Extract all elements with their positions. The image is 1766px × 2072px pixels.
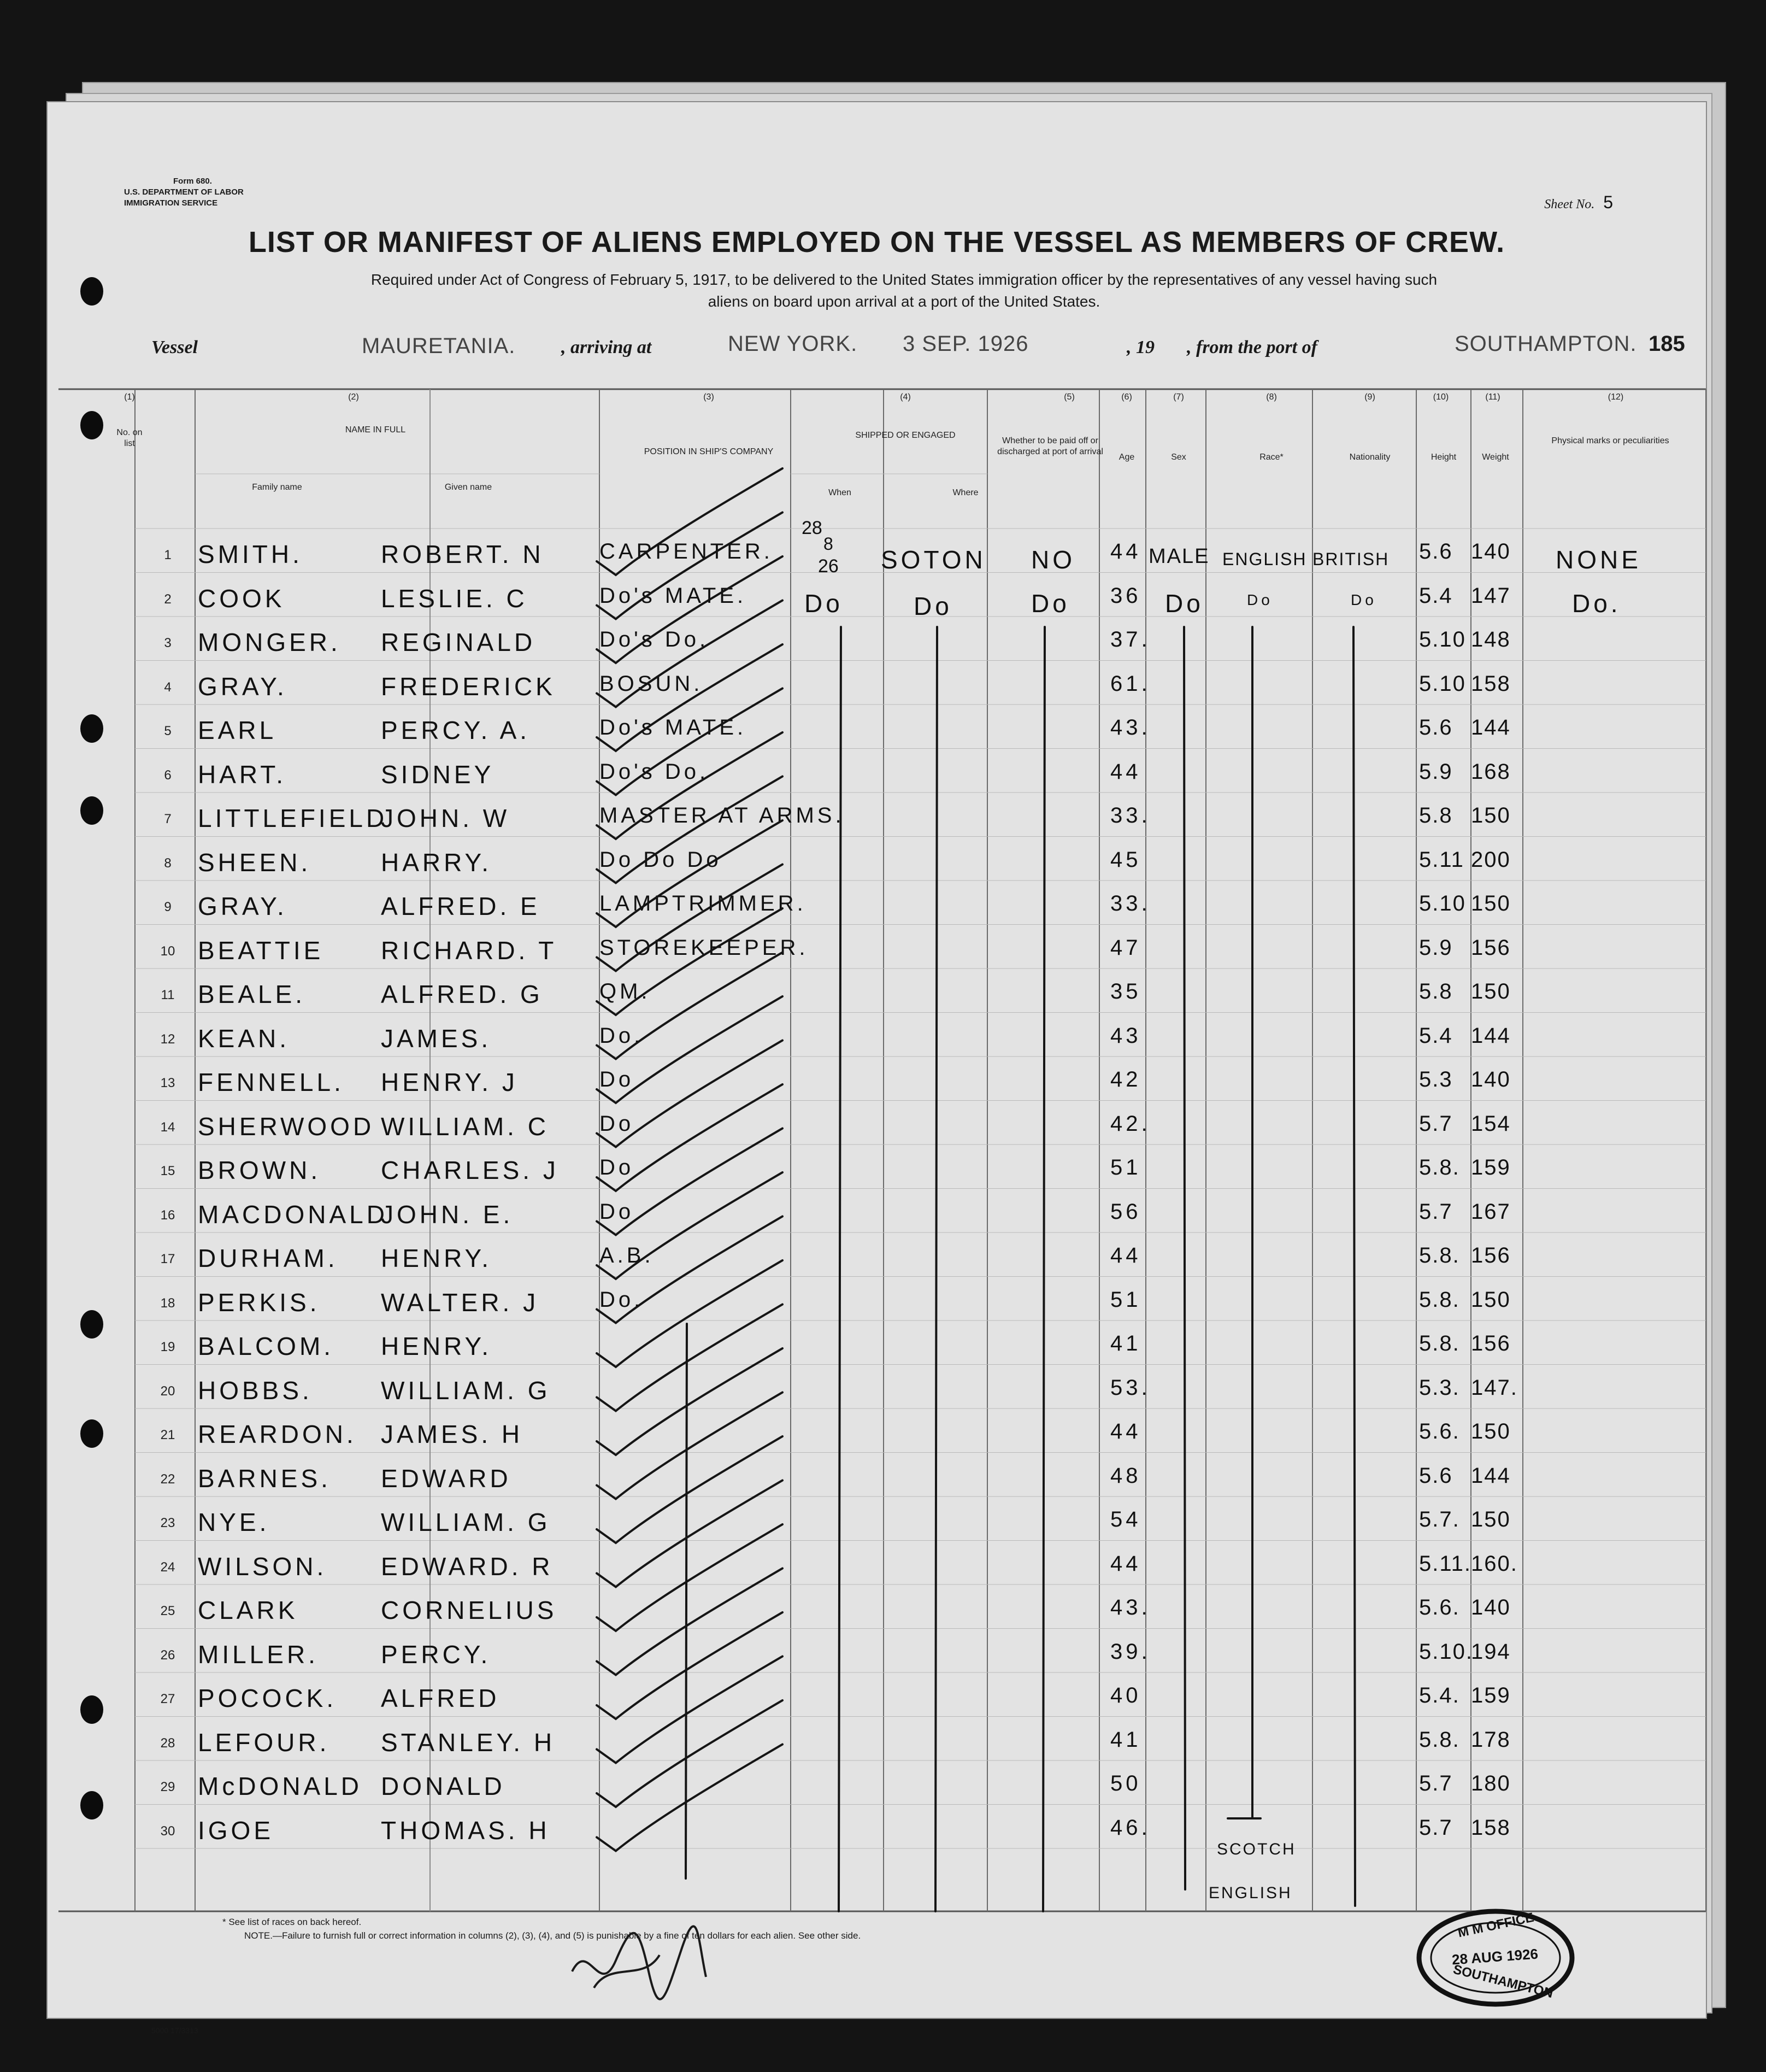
col-header-family: Family name (252, 483, 302, 492)
height: 5.4 (1419, 1023, 1453, 1048)
given-name: RICHARD. T (381, 936, 557, 965)
weight: 144 (1471, 1023, 1511, 1048)
position: Do's Do. (599, 759, 709, 784)
family-name: WILSON. (198, 1552, 327, 1581)
vessel-label: Vessel (151, 337, 198, 357)
family-name: LEFOUR. (198, 1728, 330, 1757)
form-number: Form 680. (173, 177, 212, 186)
weight: 167 (1471, 1199, 1511, 1224)
position: Do Do Do (599, 847, 722, 872)
height: 5.7 (1419, 1111, 1453, 1136)
height: 5.3. (1419, 1375, 1460, 1400)
row-number: 8 (164, 855, 172, 871)
stamp-date: 28 AUG 1926 (1451, 1945, 1539, 1968)
col-num: (10) (1433, 392, 1449, 402)
family-name: McDONALD (198, 1772, 363, 1800)
office-stamp (1414, 1906, 1577, 2012)
given-name: JOHN. W (381, 804, 510, 832)
weight: 180 (1471, 1771, 1511, 1795)
given-name: EDWARD. R (381, 1552, 554, 1581)
row-number: 22 (160, 1471, 175, 1487)
family-name: GRAY. (198, 892, 287, 920)
row-number: 6 (164, 767, 172, 783)
weight: 140 (1471, 1067, 1511, 1091)
weight: 147. (1471, 1375, 1518, 1400)
family-name: NYE. (198, 1508, 270, 1536)
age: 37. (1110, 627, 1151, 651)
position: Do's MATE. (599, 715, 747, 739)
row-number: 3 (164, 636, 172, 650)
position: Do's MATE. (599, 583, 747, 608)
paid-off-value: NO (1031, 545, 1075, 574)
col-num: (12) (1608, 392, 1624, 402)
given-name: HARRY. (381, 848, 492, 877)
row-number: 5 (164, 724, 172, 738)
weight: 144 (1471, 715, 1511, 739)
family-name: SHEEN. (198, 848, 311, 877)
departure-port: SOUTHAMPTON. (1455, 332, 1637, 356)
height: 5.6 (1419, 1463, 1453, 1488)
given-name: REGINALD (381, 628, 536, 656)
weight: 154 (1471, 1111, 1511, 1136)
weight: 178 (1471, 1727, 1511, 1752)
position: Do (599, 1067, 634, 1091)
weight: 150 (1471, 803, 1511, 827)
age: 42 (1110, 1067, 1141, 1091)
family-name: PERKIS. (198, 1288, 320, 1317)
age: 53. (1110, 1375, 1151, 1400)
height: 5.7 (1419, 1815, 1453, 1840)
age: 43. (1110, 715, 1151, 739)
arriving-label: , arriving at (561, 337, 652, 357)
age: 44 (1110, 539, 1141, 564)
weight: 156 (1471, 1331, 1511, 1355)
marks-value: NONE (1556, 545, 1641, 574)
weight: 159 (1471, 1155, 1511, 1179)
row-number: 25 (160, 1604, 175, 1618)
row-number: 4 (164, 679, 172, 695)
height: 5.8. (1419, 1243, 1460, 1267)
given-name: THOMAS. H (381, 1816, 550, 1845)
height: 5.6 (1419, 539, 1453, 564)
given-name: WILLIAM. G (381, 1508, 551, 1536)
sheet-label: Sheet No. (1544, 197, 1595, 212)
col-num: (7) (1173, 392, 1184, 402)
family-name: REARDON. (198, 1420, 357, 1448)
given-name: STANLEY. H (381, 1728, 556, 1757)
given-name: JAMES. (381, 1024, 492, 1053)
height: 5.4. (1419, 1683, 1460, 1707)
position: STOREKEEPER. (599, 935, 809, 960)
when-day: 28 (802, 518, 822, 538)
race-value: ENGLISH (1222, 549, 1307, 569)
family-name: COOK (198, 584, 285, 613)
age: 44 (1110, 1551, 1141, 1576)
sex-value: MALE (1149, 545, 1210, 568)
age: 40 (1110, 1683, 1141, 1707)
row-number: 11 (161, 988, 175, 1002)
nationality-value: BRITISH (1312, 549, 1390, 569)
stamp-place: SOUTHAMPTON (1451, 1962, 1555, 2001)
row-number: 17 (160, 1252, 175, 1266)
position: CARPENTER. (599, 539, 773, 564)
height: 5.8 (1419, 979, 1453, 1003)
age: 44 (1110, 759, 1141, 784)
given-name: PERCY. A. (381, 716, 531, 744)
subtitle-line: Required under Act of Congress of February 5, 1917, to be delivered to the United States immigration officer by the representatives of any vessel having such (370, 271, 1438, 288)
age: 47 (1110, 935, 1141, 960)
height: 5.11 (1419, 847, 1464, 872)
age: 50 (1110, 1771, 1141, 1795)
sheet-number-value: 5 (1603, 192, 1613, 212)
weight: 150 (1471, 1419, 1511, 1443)
given-name: ALFRED. G (381, 980, 543, 1008)
height: 5.4 (1419, 583, 1453, 608)
row-number: 7 (164, 812, 172, 826)
department-name: U.S. DEPARTMENT OF LABOR (124, 187, 244, 197)
row-number: 24 (160, 1559, 175, 1575)
given-name: CORNELIUS (381, 1596, 557, 1624)
from-label: , from the port of (1187, 337, 1317, 357)
height: 5.6. (1419, 1419, 1460, 1443)
col-header-age: Age (1119, 453, 1135, 462)
age: 51 (1110, 1155, 1141, 1179)
family-name: MILLER. (198, 1640, 319, 1669)
height: 5.7 (1419, 1771, 1453, 1795)
page-number: 185 (1649, 332, 1685, 356)
ditto-nationality: Do (1351, 591, 1377, 608)
family-name: EARL (198, 716, 277, 744)
ditto-marks: Do. (1572, 589, 1621, 618)
col-num: (9) (1364, 392, 1375, 402)
position: QM. (599, 979, 651, 1003)
family-name: GRAY. (198, 672, 287, 701)
row-number: 18 (160, 1295, 175, 1311)
weight: 148 (1471, 627, 1511, 651)
given-name: JAMES. H (381, 1420, 523, 1448)
age: 33. (1110, 803, 1151, 827)
given-name: ROBERT. N (381, 540, 544, 568)
height: 5.6. (1419, 1595, 1460, 1619)
age: 41 (1110, 1727, 1141, 1752)
weight: 140 (1471, 539, 1511, 564)
service-name: IMMIGRATION SERVICE (124, 198, 218, 208)
given-name: ALFRED (381, 1684, 500, 1712)
position: Do (599, 1199, 634, 1224)
col-header-weight: Weight (1482, 453, 1509, 462)
age: 46. (1110, 1815, 1151, 1840)
height: 5.10. (1419, 1639, 1473, 1664)
weight: 150 (1471, 891, 1511, 915)
weight: 160. (1471, 1551, 1518, 1576)
ink-strokes (48, 102, 1706, 2018)
row-number: 12 (160, 1031, 175, 1047)
ditto-paid: Do (1031, 589, 1070, 618)
col-header-shipped: SHIPPED OR ENGAGED (855, 431, 956, 440)
position: Do. (599, 1023, 644, 1048)
ditto-race: Do (1247, 591, 1273, 608)
given-name: SIDNEY (381, 760, 495, 789)
height: 5.8. (1419, 1727, 1460, 1752)
family-name: CLARK (198, 1596, 298, 1624)
position: Do (599, 1155, 634, 1179)
family-name: BEALE. (198, 980, 306, 1008)
arrival-date: 3 SEP. 1926 (903, 332, 1029, 356)
row-number: 19 (160, 1340, 175, 1354)
given-name: PERCY. (381, 1640, 491, 1669)
weight: 200 (1471, 847, 1511, 872)
height: 5.3 (1419, 1067, 1453, 1091)
height: 5.8. (1419, 1331, 1460, 1355)
family-name: HOBBS. (198, 1376, 313, 1405)
given-name: JOHN. E. (381, 1200, 514, 1229)
col-header-sex: Sex (1171, 453, 1186, 462)
col-num: (8) (1266, 392, 1277, 402)
age: 61. (1110, 671, 1151, 696)
given-name: LESLIE. C (381, 584, 528, 613)
family-name: POCOCK. (198, 1684, 337, 1712)
ditto-where: Do (914, 592, 952, 620)
height: 5.10 (1419, 627, 1466, 651)
age: 51 (1110, 1287, 1141, 1312)
age: 45 (1110, 847, 1141, 872)
col-header-nationality: Nationality (1349, 453, 1391, 462)
col-num: (5) (1064, 392, 1075, 402)
height: 5.10 (1419, 891, 1466, 915)
position: MASTER AT ARMS. (599, 803, 845, 827)
family-name: BALCOM. (198, 1332, 334, 1360)
family-name: MACDONALD (198, 1200, 388, 1229)
height: 5.11. (1419, 1551, 1471, 1576)
age: 33. (1110, 891, 1151, 915)
when-month: 8 (823, 534, 833, 554)
given-name: ALFRED. E (381, 892, 540, 920)
penalty-note: NOTE.—Failure to furnish full or correct information in columns (2), (3), (4), and (5) is punishable by a fine of ten dollars for each alien. See other side. (244, 1930, 861, 1941)
given-name: DONALD (381, 1772, 505, 1800)
age: 39. (1110, 1639, 1151, 1664)
position: A.B. (599, 1243, 654, 1267)
age: 54 (1110, 1507, 1141, 1531)
age: 56 (1110, 1199, 1141, 1224)
family-name: BROWN. (198, 1156, 321, 1184)
height: 5.8. (1419, 1155, 1460, 1179)
family-name: BARNES. (198, 1464, 331, 1493)
age: 41 (1110, 1331, 1141, 1355)
col-header-name: NAME IN FULL (345, 425, 406, 435)
weight: 156 (1471, 1243, 1511, 1267)
row-number: 1 (164, 548, 172, 562)
age: 44 (1110, 1419, 1141, 1443)
row-number: 30 (160, 1823, 175, 1839)
row-number: 23 (160, 1516, 175, 1530)
given-name: WILLIAM. G (381, 1376, 551, 1405)
weight: 194 (1471, 1639, 1511, 1664)
given-name: HENRY. (381, 1244, 492, 1272)
family-name: KEAN. (198, 1024, 290, 1053)
row-number: 20 (160, 1383, 175, 1399)
age: 44 (1110, 1243, 1141, 1267)
family-name: FENNELL. (198, 1068, 344, 1096)
family-name: SHERWOOD (198, 1112, 375, 1141)
row-number: 2 (164, 591, 172, 607)
given-name: FREDERICK (381, 672, 556, 701)
height: 5.6 (1419, 715, 1453, 739)
height: 5.9 (1419, 935, 1453, 960)
race-scotch: SCOTCH (1217, 1840, 1296, 1858)
row-number: 21 (160, 1428, 175, 1442)
race-english: ENGLISH (1209, 1884, 1292, 1902)
weight: 147 (1471, 583, 1511, 608)
col-header-position: POSITION IN SHIP'S COMPANY (644, 447, 774, 456)
height: 5.8. (1419, 1287, 1460, 1312)
weight: 150 (1471, 1507, 1511, 1531)
position: LAMPTRIMMER. (599, 891, 807, 915)
page-title: LIST OR MANIFEST OF ALIENS EMPLOYED ON THE VESSEL AS MEMBERS OF CREW. (248, 226, 1505, 259)
weight: 140 (1471, 1595, 1511, 1619)
row-number: 29 (160, 1780, 175, 1794)
subtitle-line: aliens on board upon arrival at a port of the United States. (708, 293, 1100, 310)
age: 42. (1110, 1111, 1151, 1136)
height: 5.9 (1419, 759, 1453, 784)
col-header-race: Race* (1259, 453, 1284, 462)
position: Do. (599, 1287, 644, 1312)
vessel-name: MAURETANIA. (362, 334, 516, 358)
col-num: (4) (900, 392, 911, 402)
given-name: HENRY. (381, 1332, 492, 1360)
age: 48 (1110, 1463, 1141, 1488)
ditto-sex: Do (1165, 589, 1204, 618)
ditto-when: Do (804, 589, 843, 618)
family-name: MONGER. (198, 628, 341, 656)
family-name: DURHAM. (198, 1244, 338, 1272)
family-name: SMITH. (198, 540, 303, 568)
height: 5.10 (1419, 671, 1466, 696)
year-label: , 19 (1127, 337, 1155, 357)
weight: 158 (1471, 671, 1511, 696)
col-header-given: Given name (444, 483, 492, 492)
where-value: SOTON (881, 545, 986, 574)
family-name: BEATTIE (198, 936, 324, 965)
col-num: (3) (703, 392, 714, 402)
row-number: 26 (160, 1647, 175, 1663)
position: BOSUN. (599, 671, 703, 696)
col-header-marks: Physical marks or peculiarities (1551, 436, 1669, 445)
weight: 159 (1471, 1683, 1511, 1707)
age: 36 (1110, 583, 1141, 608)
position: Do (599, 1111, 634, 1136)
given-name: WALTER. J (381, 1288, 539, 1317)
weight: 150 (1471, 1287, 1511, 1312)
age: 35 (1110, 979, 1141, 1003)
arrival-port: NEW YORK. (728, 332, 858, 356)
height: 5.7 (1419, 1199, 1453, 1224)
row-number: 13 (160, 1076, 175, 1090)
given-name: CHARLES. J (381, 1156, 559, 1184)
height: 5.8 (1419, 803, 1453, 827)
weight: 168 (1471, 759, 1511, 784)
row-number: 15 (160, 1164, 175, 1178)
weight: 144 (1471, 1463, 1511, 1488)
family-name: IGOE (198, 1816, 274, 1845)
col-num: (6) (1121, 392, 1132, 402)
family-name: LITTLEFIELD (198, 804, 388, 832)
age: 43. (1110, 1595, 1151, 1619)
row-number: 28 (160, 1735, 175, 1751)
print-code: 5000 17/3313 (151, 2026, 198, 2035)
when-year: 26 (818, 556, 839, 577)
col-num: (1) (124, 392, 135, 402)
col-header-no: No. on list (116, 428, 143, 448)
col-header-where: Where (952, 488, 979, 497)
given-name: WILLIAM. C (381, 1112, 549, 1141)
height: 5.7. (1419, 1507, 1460, 1531)
row-number: 14 (160, 1119, 175, 1135)
stamp-office: M M OFFICE (1456, 1910, 1535, 1941)
col-header-paid: Whether to be paid off or discharged at port of arrival (997, 436, 1103, 456)
col-num: (2) (348, 392, 359, 402)
given-name: HENRY. J (381, 1068, 518, 1096)
row-number: 16 (160, 1207, 175, 1223)
age: 43 (1110, 1023, 1141, 1048)
weight: 150 (1471, 979, 1511, 1003)
given-name: EDWARD (381, 1464, 511, 1493)
weight: 156 (1471, 935, 1511, 960)
col-header-when: When (828, 488, 851, 497)
manifest-sheet (46, 101, 1707, 2035)
row-number: 9 (164, 900, 172, 914)
row-number: 27 (160, 1692, 175, 1706)
family-name: HART. (198, 760, 287, 789)
col-header-height: Height (1431, 453, 1457, 462)
position: Do's Do. (599, 627, 709, 651)
row-number: 10 (160, 943, 175, 959)
weight: 158 (1471, 1815, 1511, 1840)
race-footnote: * See list of races on back hereof. (222, 1917, 362, 1927)
col-num: (11) (1485, 392, 1500, 402)
